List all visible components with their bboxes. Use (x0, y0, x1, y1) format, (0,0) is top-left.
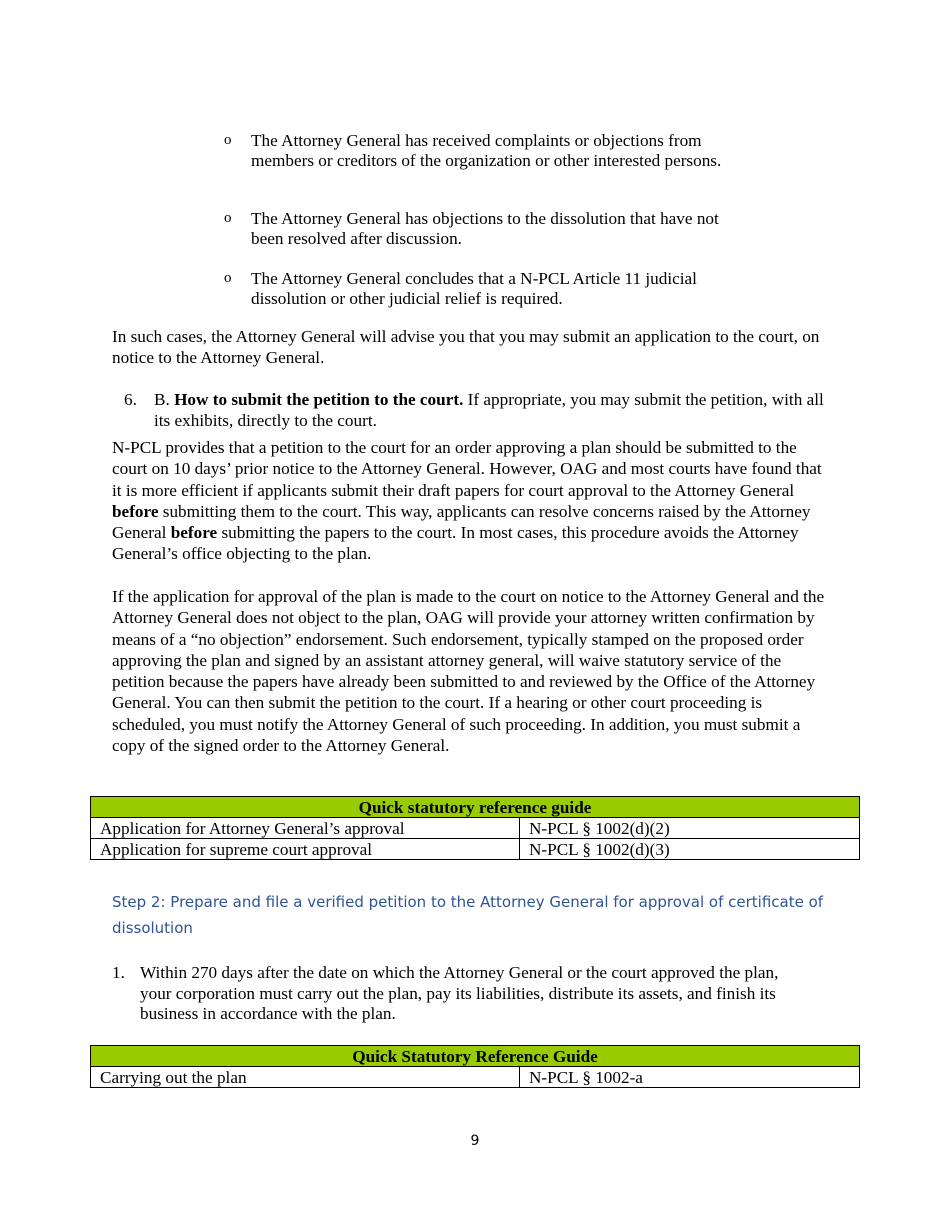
item-number: 1. (112, 963, 125, 982)
item-bold-heading: How to submit the petition to the court. (174, 390, 464, 409)
table-cell: Application for Attorney General’s approval (91, 818, 520, 839)
text-span: submitting the papers to the court. In most cases, this procedure avoids the Attorney General’s office objecting to the plan. (112, 523, 799, 564)
paragraph-application: If the application for approval of the plan is made to the court on notice to the Attorney General and the Attorney General does not object to the plan, OAG will provide your attorney written confirmation by means of a “no objection” endorsement. Such endorsement, typically stamped on the proposed order approving the plan and signed by an assistant attorney general, will waive statutory service of the petition because the papers have already been submitted to and reviewed by the Office of the Attorney General. You can then submit the petition to the court. If a hearing or other court proceeding is scheduled, you must notify the Attorney General of such proceeding. In addition, you must submit a copy of the signed order to the Attorney General. (112, 587, 825, 756)
table-header: Quick statutory reference guide (91, 797, 860, 818)
bullet-text: The Attorney General concludes that a N-PCL Article 11 judicial dissolution or other judicial relief is required. (251, 269, 697, 308)
item-prefix: B. (154, 390, 175, 409)
bullet-marker: o (224, 210, 232, 226)
bullet-text: The Attorney General has objections to the dissolution that have not been resolved after discussion. (251, 209, 719, 248)
table-row (91, 1067, 860, 1088)
paragraph-npcl (112, 437, 832, 565)
paragraph-such-cases: In such cases, the Attorney General will advise you that you may submit an application to the court, on notice to the Attorney General. (112, 327, 820, 367)
text-span: submitting them to the court. This way, applicants can resolve concerns raised by the Attorney General (112, 501, 811, 543)
table-cell: N-PCL § 1002-a (520, 1067, 860, 1088)
bullet-marker: o (224, 270, 232, 286)
text-span: N-PCL provides that a petition to the court for an order approving a plan should be submitted to the court on 10 days’ prior notice to the Attorney General. However, OAG and most courts have found that it is more efficient if applicants submit their draft papers for court approval to the Attorney General (112, 438, 822, 500)
table-cell: Application for supreme court approval (91, 839, 520, 860)
item-rest: If appropriate, you may submit the petition, with all its exhibits, directly to the court. (154, 390, 824, 430)
emphasis-before: before (112, 501, 159, 521)
item-body: Within 270 days after the date on which the Attorney General or the court approved the plan, your corporation must carry out the plan, pay its liabilities, distribute its assets, and finish its business in accordance with the plan. (140, 963, 779, 1023)
table-row (91, 839, 860, 860)
step2-heading: Step 2: Prepare and file a verified petition to the Attorney General for approval of certificate of dissolution (112, 893, 824, 937)
table-cell: N-PCL § 1002(d)(2) (520, 818, 860, 839)
table-header: Quick Statutory Reference Guide (91, 1046, 860, 1067)
emphasis-before: before (170, 523, 218, 543)
item-body (154, 390, 834, 431)
table-cell: Carrying out the plan (91, 1067, 520, 1088)
item-number: 6. (124, 390, 137, 409)
bullet-text: The Attorney General has received complaints or objections from members or creditors of the organization or other interested persons. (251, 131, 722, 170)
bullet-marker: o (224, 132, 232, 148)
reference-table-1 (90, 796, 860, 860)
table-row (91, 818, 860, 839)
page-number: 9 (470, 1133, 480, 1149)
reference-table-2 (90, 1045, 860, 1088)
table-cell: N-PCL § 1002(d)(3) (520, 839, 860, 860)
